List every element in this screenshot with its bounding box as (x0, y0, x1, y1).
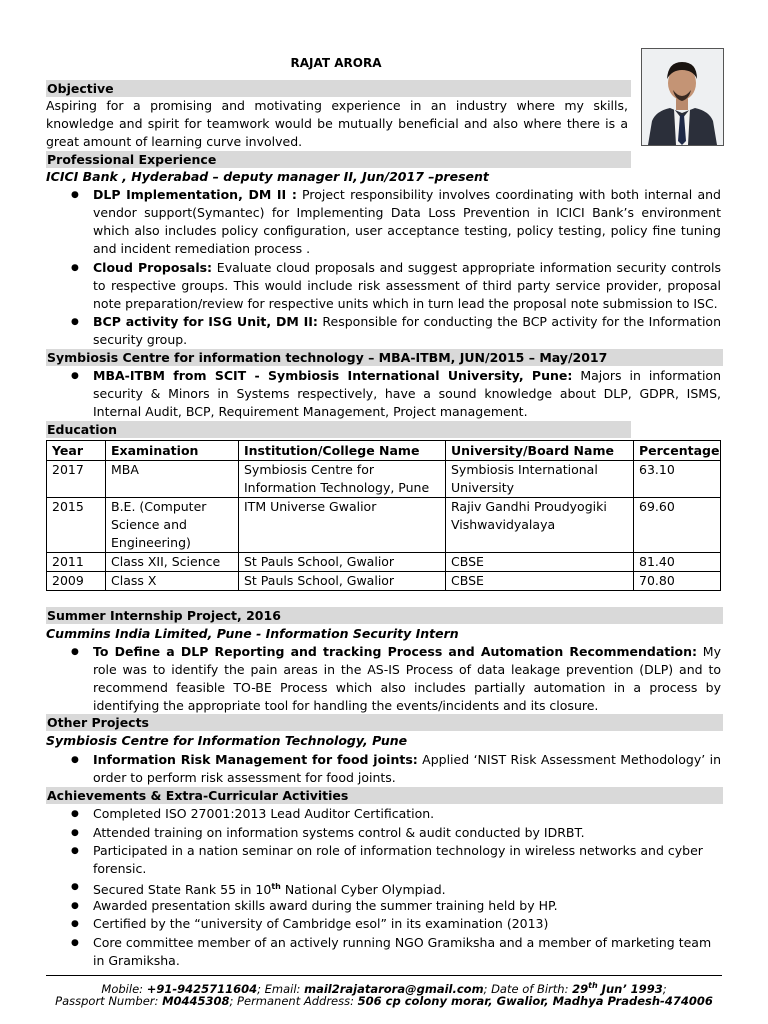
item-title: BCP activity for ISG Unit, DM II: (93, 314, 318, 329)
cell-year: 2015 (47, 498, 106, 553)
header-university: University/Board Name (446, 441, 634, 461)
cell-institution: St Pauls School, Gwalior (239, 553, 446, 572)
objective-heading: Objective (46, 80, 631, 97)
education-table (46, 440, 721, 591)
table-row (47, 498, 721, 553)
list-item (93, 313, 721, 349)
cell-institution: St Pauls School, Gwalior (239, 572, 446, 591)
internship-heading: Summer Internship Project, 2016 (46, 607, 723, 624)
candidate-name: RAJAT ARORA (290, 56, 382, 70)
list-item: ● Awarded presentation skills award during the summer training held by HP. (93, 897, 721, 915)
separator: ; (662, 981, 667, 996)
item-title: MBA-ITBM from SCIT - Symbiosis International University, Pune: (93, 368, 573, 383)
mobile-number: +91-9425711604 (146, 981, 258, 996)
cell-institution: Symbiosis Centre for Information Technology, Pune (239, 461, 446, 498)
person-photo-icon (642, 49, 723, 145)
address-label: ; Permanent Address: (229, 994, 358, 1008)
cell-year: 2009 (47, 572, 106, 591)
email-link[interactable]: mail2rajatarora@gmail.com (304, 981, 484, 996)
cell-percentage: 63.10 (634, 461, 721, 498)
cell-year: 2011 (47, 553, 106, 572)
symbiosis-heading: Symbiosis Centre for information technology – MBA-ITBM, JUN/2015 – May/2017 (46, 349, 723, 366)
table-row (47, 553, 721, 572)
cell-year: 2017 (47, 461, 106, 498)
list-item: ● Participated in a nation seminar on role of information technology in wireless networks and cyber forensic. (93, 842, 721, 878)
footer-divider (46, 975, 722, 976)
header-examination: Examination (106, 441, 239, 461)
dob-rest: Jun’ 1993 (597, 981, 663, 996)
experience-heading: Professional Experience (46, 151, 631, 168)
experience-employer: ICICI Bank , Hyderabad – deputy manager II, Jun/2017 –present (46, 169, 489, 184)
cell-university: Rajiv Gandhi Proudyogiki Vishwavidyalaya (446, 498, 634, 553)
education-heading: Education (46, 421, 631, 438)
passport-number: M0445308 (162, 994, 230, 1008)
list-item: ● Completed ISO 27001:2013 Lead Auditor Certification. (93, 805, 721, 823)
dob-day: 29 (572, 981, 589, 996)
list-item (93, 259, 721, 313)
cell-university: Symbiosis International University (446, 461, 634, 498)
table-header-row (47, 441, 721, 461)
mobile-label: Mobile: (101, 981, 147, 996)
email-label: ; Email: (257, 981, 305, 996)
header-percentage: Percentage (634, 441, 721, 461)
table-row (47, 572, 721, 591)
achievement-text: Secured State Rank 55 in 10 (93, 882, 272, 898)
objective-text: Aspiring for a promising and motivating experience in an industry where my skills, knowledge and spirit for teamwork would be mutually beneficial and also where there is a great amount of learning curve involved. (46, 98, 628, 149)
list-item (93, 643, 721, 715)
cell-percentage: 69.60 (634, 498, 721, 553)
item-text: Applied ‘NIST Risk Assessment Methodology’ in order to perform risk assessment for food joints. (93, 752, 722, 785)
dob-label: ; Date of Birth: (483, 981, 573, 996)
item-title: To Define a DLP Reporting and tracking Process and Automation Recommendation: (93, 644, 698, 659)
header-institution: Institution/College Name (239, 441, 446, 461)
achievement-text: National Cyber Olympiad. (280, 882, 446, 898)
cell-university: CBSE (446, 553, 634, 572)
cell-examination: Class XII, Science (106, 553, 239, 572)
address-value: 506 cp colony morar, Gwalior, Madhya Pradesh-474006 (357, 994, 713, 1008)
table-row (47, 461, 721, 498)
header-year: Year (47, 441, 106, 461)
internship-company: Cummins India Limited, Pune - Information Security Intern (46, 626, 459, 641)
passport-label: Passport Number: (55, 994, 163, 1008)
cell-examination: B.E. (Computer Science and Engineering) (106, 498, 239, 553)
footer-address-line (0, 993, 768, 1010)
list-item (93, 878, 721, 899)
profile-photo (641, 48, 724, 146)
cell-percentage: 81.40 (634, 553, 721, 572)
cell-university: CBSE (446, 572, 634, 591)
achievements-heading: Achievements & Extra-Curricular Activities (46, 787, 723, 804)
cell-institution: ITM Universe Gwalior (239, 498, 446, 553)
cell-examination: Class X (106, 572, 239, 591)
item-text: Project responsibility involves coordinating with both internal and vendor support(Symantec) for Implementing Data Loss Prevention in ICICI Bank’s environment which also includes policy configuration, user acceptance testing, policy testing, policy fine tuning and incident remediation process . (93, 187, 721, 256)
cell-examination: MBA (106, 461, 239, 498)
list-item (93, 367, 721, 421)
list-item: ● Core committee member of an actively running NGO Gramiksha and a member of marketing team in Gramiksha. (93, 934, 721, 970)
dob-superscript: th (588, 981, 598, 990)
item-title: DLP Implementation, DM II : (93, 187, 297, 202)
list-item (93, 751, 721, 787)
list-item: ● Attended training on information systems control & audit conducted by IDRBT. (93, 824, 721, 842)
item-text: Evaluate cloud proposals and suggest appropriate information security controls to respective groups. This would include risk assessment of third party service provider, proposal note preparation/review for respective units which in turn lead the proposal note submission to ISC. (93, 260, 721, 311)
cell-percentage: 70.80 (634, 572, 721, 591)
item-text: My role was to identify the pain areas in the AS-IS Process of data leakage prevention (DLP) and to recommend feasible TO-BE Process which also includes partially automation in a process by identifying the appropriate tool for handling the events/incidents and its closure. (93, 644, 721, 713)
item-text: Majors in information security & Minors in Systems respectively, have a sound knowledge about DLP, GDPR, ISMS, Internal Audit, BCP, Requirement Management, Project management. (93, 368, 721, 419)
other-projects-org: Symbiosis Centre for Information Technology, Pune (46, 733, 408, 748)
item-title: Cloud Proposals: (93, 260, 213, 275)
item-text: Responsible for conducting the BCP activity for the Information security group. (93, 314, 721, 347)
superscript: th (271, 882, 281, 891)
list-item: ● Certified by the “university of Cambridge esol” in its examination (2013) (93, 915, 721, 933)
list-item (93, 186, 721, 258)
item-title: Information Risk Management for food joints: (93, 752, 418, 767)
other-projects-heading: Other Projects (46, 714, 723, 731)
